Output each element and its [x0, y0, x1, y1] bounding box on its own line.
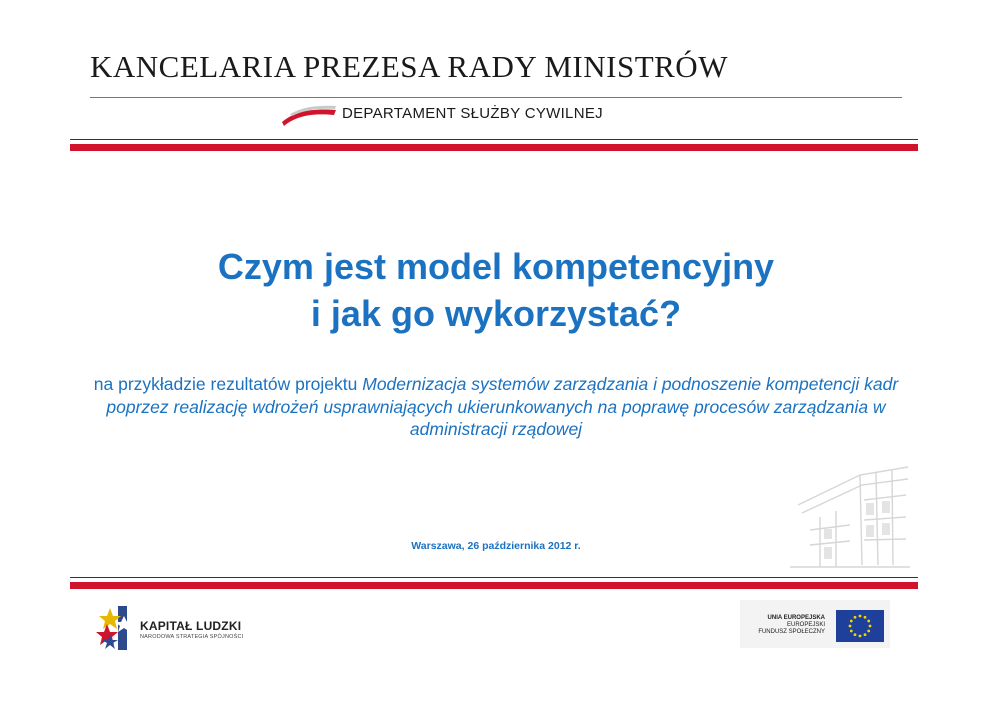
date-line: Warszawa, 26 października 2012 r.	[411, 540, 581, 552]
project-name: Modernizacja systemów zarządzania i podnoszenie kompetencji kadr poprzez realizację wdrożeń usprawniających ukierunkowanych na poprawę procesów zarządzania w administracji rządowej	[106, 374, 899, 439]
title-line-2: i jak go wykorzystać?	[310, 293, 682, 334]
eu-line-3: FUNDUSZ SPOŁECZNY	[758, 629, 825, 635]
building-illustration	[790, 455, 910, 570]
eu-logo-text	[745, 615, 825, 636]
title-line-1: Czym jest model kompetencyjny	[217, 246, 775, 287]
kapital-ludzki-logo-icon	[96, 602, 136, 654]
polish-flag-icon	[280, 104, 338, 126]
organization-title: KANCELARIA PREZESA RADY MINISTRÓW	[90, 49, 728, 84]
eu-flag-icon	[836, 610, 884, 642]
footer-rule	[70, 577, 918, 589]
header-divider	[90, 97, 902, 98]
subtitle	[70, 373, 922, 441]
subtitle-lead: na przykładzie rezultatów projektu	[93, 374, 363, 394]
header-rule	[70, 139, 918, 151]
eu-line-1: UNIA EUROPEJSKA	[767, 615, 825, 621]
page-title	[100, 243, 892, 337]
kapital-ludzki-name: KAPITAŁ LUDZKI	[140, 619, 242, 633]
kapital-ludzki-tagline: NARODOWA STRATEGIA SPÓJNOŚCI	[140, 634, 244, 640]
eu-line-2: EUROPEJSKI	[786, 622, 825, 628]
department-name: DEPARTAMENT SŁUŻBY CYWILNEJ	[342, 105, 603, 122]
